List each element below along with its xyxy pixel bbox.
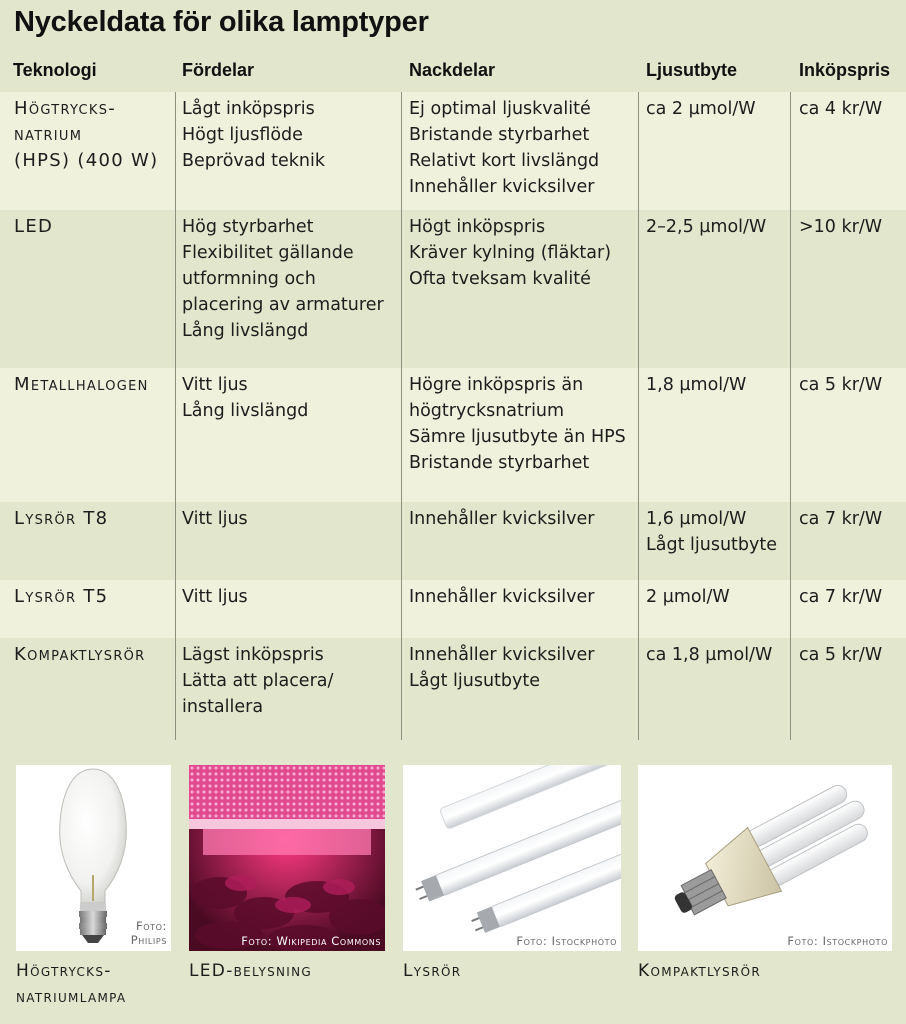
cell-line: 1,6 µmol/W (646, 509, 747, 529)
cell-line: ca 1,8 µmol/W (646, 645, 773, 665)
cell-price: ca 7 kr/W (799, 509, 883, 529)
cell-line: 2 µmol/W (646, 587, 730, 607)
cell-pros (182, 96, 325, 174)
compact-fluorescent-photo (638, 765, 892, 951)
table-row (0, 502, 906, 580)
photo-caption (16, 958, 126, 1010)
cell-line: Ej optimal ljuskvalité (409, 99, 591, 119)
cell-efficiency (646, 584, 730, 610)
cell-line: Lång livslängd (182, 321, 309, 341)
photo-caption (403, 958, 461, 984)
cell-technology (14, 214, 53, 240)
cell-line: Lågt inköpspris (182, 99, 315, 119)
column-divider (401, 92, 402, 740)
cell-line: Lätta att placera/ (182, 671, 334, 691)
cell-price: ca 5 kr/W (799, 645, 883, 665)
cell-line: Innehåller kvicksilver (409, 177, 595, 197)
column-divider (790, 92, 791, 740)
credit-line: Foto: Istockphoto (516, 934, 617, 948)
column-header-efficiency: Ljusutbyte (646, 60, 738, 80)
cell-cons (409, 214, 611, 292)
cell-efficiency (646, 96, 756, 122)
hps-lamp-photo (16, 765, 171, 951)
cell-efficiency (646, 372, 746, 398)
cell-line: Högtrycks- (14, 98, 117, 119)
photo-caption (189, 958, 312, 984)
table-row (0, 368, 906, 502)
cell-line: ca 2 µmol/W (646, 99, 756, 119)
photo-credit (241, 934, 381, 948)
cell-price: ca 4 kr/W (799, 99, 883, 119)
cell-technology (14, 506, 108, 532)
caption-line: Högtrycks- (16, 961, 112, 981)
caption-line: Lysrör (403, 961, 462, 981)
caption-line: LED-belysning (189, 961, 312, 981)
credit-line: Foto: Wikipedia Commons (241, 934, 381, 948)
cell-pros (182, 642, 333, 720)
cell-line: Vitt ljus (182, 587, 248, 607)
column-header-pros: Fördelar (182, 60, 255, 80)
cell-price: ca 5 kr/W (799, 375, 883, 395)
cell-cons (409, 506, 594, 532)
cell-line: Metallhalogen (14, 374, 149, 395)
cell-line: (HPS) (400 W) (14, 150, 159, 171)
cell-line: Sämre ljusutbyte än HPS (409, 427, 626, 447)
cell-line: Innehåller kvicksilver (409, 587, 595, 607)
cell-line: Ofta tveksam kvalité (409, 269, 591, 289)
cell-line: Lysrör T5 (14, 586, 109, 607)
page-title: Nyckeldata för olika lamptyper (14, 6, 429, 38)
cell-line: placering av armaturer (182, 295, 384, 315)
caption-line: Kompaktlysrör (638, 961, 761, 981)
cell-line: Lågt ljusutbyte (409, 671, 540, 691)
cell-line: Kräver kylning (fläktar) (409, 243, 612, 263)
cell-line: Lägst inköpspris (182, 645, 324, 665)
cell-line: Lysrör T8 (14, 508, 109, 529)
cell-line: 2–2,5 µmol/W (646, 217, 767, 237)
column-header-price: Inköpspris (799, 60, 891, 80)
table-row (0, 210, 906, 368)
cell-cons (409, 584, 594, 610)
cell-line: Bristande styrbarhet (409, 125, 590, 145)
cell-price: >10 kr/W (799, 217, 883, 237)
cell-cons (409, 372, 626, 476)
cell-line: Högt ljusflöde (182, 125, 303, 145)
cell-line: Relativt kort livslängd (409, 151, 600, 171)
cell-line: Bristande styrbarhet (409, 453, 590, 473)
caption-line: natriumlampa (16, 987, 127, 1007)
photo-credit (131, 919, 167, 947)
cell-line: Lång livslängd (182, 401, 309, 421)
cell-technology (14, 642, 146, 668)
cell-pros (182, 372, 308, 424)
photo-caption (638, 958, 761, 984)
cell-pros (182, 214, 384, 344)
column-header-technology: Teknologi (13, 60, 97, 80)
table-row (0, 638, 906, 740)
cell-line: LED (14, 216, 54, 237)
cell-line: Högre inköpspris än (409, 375, 584, 395)
column-divider (638, 92, 639, 740)
cell-line: Innehåller kvicksilver (409, 509, 595, 529)
cell-line: Högt inköpspris (409, 217, 546, 237)
cell-line: Vitt ljus (182, 509, 248, 529)
credit-line: Foto: Istockphoto (787, 934, 888, 948)
credit-line: Foto: (136, 919, 167, 933)
cell-price: ca 7 kr/W (799, 587, 883, 607)
cell-line: Flexibilitet gällande (182, 243, 354, 263)
cell-technology (14, 96, 158, 174)
cell-efficiency (646, 506, 777, 558)
cell-technology (14, 584, 108, 610)
cell-line: natrium (14, 124, 83, 145)
cell-cons (409, 642, 594, 694)
cell-technology (14, 372, 149, 398)
cell-line: Hög styrbarhet (182, 217, 314, 237)
cell-cons (409, 96, 599, 200)
cell-pros (182, 584, 248, 610)
table-header (0, 54, 906, 92)
cell-line: 1,8 µmol/W (646, 375, 747, 395)
cell-efficiency (646, 214, 766, 240)
column-divider (175, 92, 176, 740)
cell-line: Kompaktlysrör (14, 644, 146, 665)
cell-line: Lågt ljusutbyte (646, 535, 777, 555)
table-row (0, 92, 906, 210)
column-header-cons: Nackdelar (409, 60, 496, 80)
cell-pros (182, 506, 248, 532)
cell-line: Vitt ljus (182, 375, 248, 395)
fluorescent-tube-photo (403, 765, 621, 951)
led-lighting-photo (189, 765, 385, 951)
cell-line: Innehåller kvicksilver (409, 645, 595, 665)
photo-credit (516, 934, 617, 948)
credit-line: Philips (130, 933, 167, 947)
cell-line: högtrycksnatrium (409, 401, 565, 421)
cell-line: Beprövad teknik (182, 151, 325, 171)
cell-efficiency (646, 642, 772, 668)
photo-credit (787, 934, 888, 948)
cell-line: installera (182, 697, 264, 717)
table-row (0, 580, 906, 638)
cell-line: utformning och (182, 269, 316, 289)
